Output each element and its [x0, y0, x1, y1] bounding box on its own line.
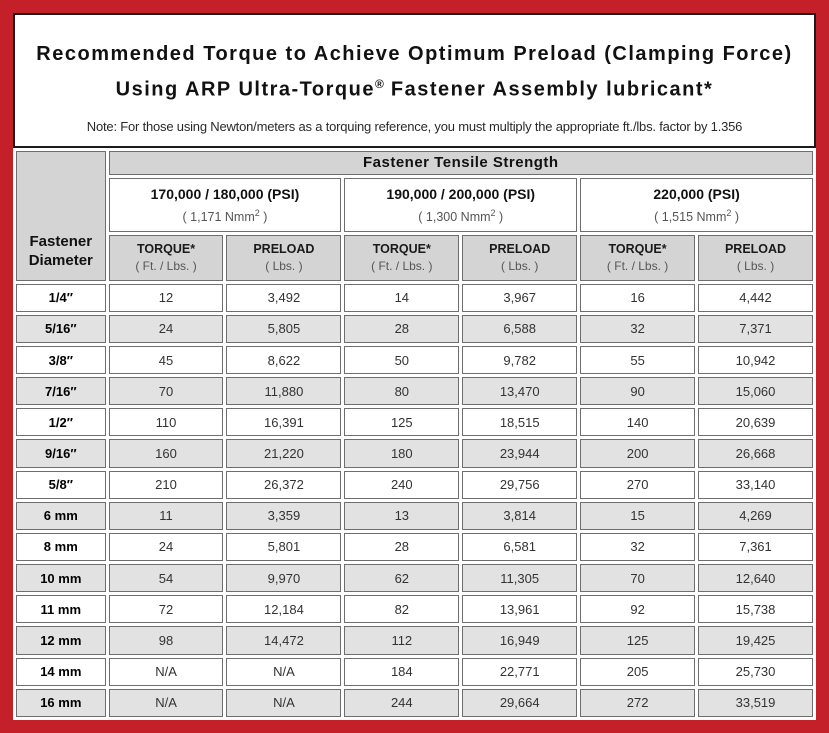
preload-column-header-5	[698, 235, 813, 281]
diameter-cell: 6 mm	[16, 502, 106, 530]
torque-value-cell: 32	[580, 315, 695, 343]
column-label: PRELOAD	[489, 242, 551, 257]
torque-value-cell: 62	[344, 564, 459, 592]
preload-value-cell: 6,588	[462, 315, 577, 343]
preload-value-cell: 4,442	[698, 284, 813, 312]
preload-value-cell: 10,942	[698, 346, 813, 374]
torque-value-cell: 54	[109, 564, 224, 592]
preload-value-cell: N/A	[226, 658, 341, 686]
table-row	[16, 471, 813, 499]
torque-value-cell: 24	[109, 315, 224, 343]
torque-value-cell: 184	[344, 658, 459, 686]
column-label: TORQUE*	[608, 242, 667, 257]
preload-value-cell: 5,805	[226, 315, 341, 343]
table-row	[16, 346, 813, 374]
torque-value-cell: 82	[344, 595, 459, 623]
preload-value-cell: 16,391	[226, 408, 341, 436]
torque-column-header-2	[344, 235, 459, 281]
diameter-cell: 5/16″	[16, 315, 106, 343]
psi-group-170-180	[109, 178, 342, 232]
preload-value-cell: 6,581	[462, 533, 577, 561]
title-block	[13, 13, 816, 148]
psi-group-3-label: 220,000 (PSI)	[653, 185, 740, 202]
preload-column-header-1	[226, 235, 341, 281]
preload-value-cell: N/A	[226, 689, 341, 717]
torque-value-cell: 45	[109, 346, 224, 374]
torque-value-cell: 72	[109, 595, 224, 623]
diameter-cell: 3/8″	[16, 346, 106, 374]
torque-value-cell: 14	[344, 284, 459, 312]
psi-group-1-label: 170,000 / 180,000 (PSI)	[150, 185, 300, 202]
preload-value-cell: 7,371	[698, 315, 813, 343]
preload-value-cell: 3,967	[462, 284, 577, 312]
torque-value-cell: 50	[344, 346, 459, 374]
torque-value-cell: 90	[580, 377, 695, 405]
torque-value-cell: 15	[580, 502, 695, 530]
column-unit: ( Ft. / Lbs. )	[135, 259, 197, 274]
diameter-cell: 12 mm	[16, 626, 106, 654]
diameter-cell: 16 mm	[16, 689, 106, 717]
preload-value-cell: 7,361	[698, 533, 813, 561]
torque-value-cell: 110	[109, 408, 224, 436]
torque-column-header-0	[109, 235, 224, 281]
torque-value-cell: N/A	[109, 658, 224, 686]
torque-value-cell: 70	[109, 377, 224, 405]
preload-value-cell: 14,472	[226, 626, 341, 654]
preload-value-cell: 25,730	[698, 658, 813, 686]
preload-value-cell: 16,949	[462, 626, 577, 654]
header-row-tensile	[16, 151, 813, 175]
preload-value-cell: 33,519	[698, 689, 813, 717]
diameter-cell: 9/16″	[16, 439, 106, 467]
torque-value-cell: 32	[580, 533, 695, 561]
torque-table-area	[13, 148, 816, 720]
table-row	[16, 408, 813, 436]
preload-value-cell: 22,771	[462, 658, 577, 686]
preload-value-cell: 12,640	[698, 564, 813, 592]
newton-meter-note: Note: For those using Newton/meters as a torquing reference, you must multiply the appropriate ft./lbs. factor by 1.356	[86, 118, 743, 134]
column-unit: ( Lbs. )	[501, 259, 539, 274]
torque-value-cell: 11	[109, 502, 224, 530]
torque-value-cell: 24	[109, 533, 224, 561]
preload-value-cell: 11,305	[462, 564, 577, 592]
preload-value-cell: 19,425	[698, 626, 813, 654]
torque-value-cell: 112	[344, 626, 459, 654]
psi-group-1-nmm: ( 1,171 Nmm$^2$ )	[182, 207, 268, 224]
psi-group-2-label: 190,000 / 200,000 (PSI)	[386, 185, 536, 202]
preload-value-cell: 13,961	[462, 595, 577, 623]
preload-value-cell: 15,738	[698, 595, 813, 623]
torque-value-cell: 13	[344, 502, 459, 530]
torque-table-body	[16, 284, 813, 717]
table-row	[16, 502, 813, 530]
table-row	[16, 533, 813, 561]
diameter-cell: 14 mm	[16, 658, 106, 686]
torque-value-cell: 210	[109, 471, 224, 499]
torque-value-cell: 244	[344, 689, 459, 717]
psi-group-3-nmm: ( 1,515 Nmm$^2$ )	[654, 207, 740, 224]
torque-value-cell: 160	[109, 439, 224, 467]
preload-column-header-3	[462, 235, 577, 281]
table-row	[16, 284, 813, 312]
column-label: PRELOAD	[724, 242, 787, 257]
psi-group-2-nmm: ( 1,300 Nmm$^2$ )	[418, 207, 504, 224]
table-row	[16, 315, 813, 343]
torque-value-cell: 272	[580, 689, 695, 717]
torque-value-cell: 180	[344, 439, 459, 467]
diameter-cell: 8 mm	[16, 533, 106, 561]
torque-value-cell: 200	[580, 439, 695, 467]
page-title-line2	[25, 69, 804, 105]
diameter-cell: 7/16″	[16, 377, 106, 405]
preload-value-cell: 9,970	[226, 564, 341, 592]
preload-value-cell: 26,668	[698, 439, 813, 467]
preload-value-cell: 29,756	[462, 471, 577, 499]
torque-column-header-4	[580, 235, 695, 281]
psi-group-220	[580, 178, 813, 232]
preload-value-cell: 18,515	[462, 408, 577, 436]
torque-value-cell: 240	[344, 471, 459, 499]
table-row	[16, 377, 813, 405]
torque-value-cell: 12	[109, 284, 224, 312]
diameter-cell: 5/8″	[16, 471, 106, 499]
preload-value-cell: 3,814	[462, 502, 577, 530]
table-row	[16, 658, 813, 686]
torque-value-cell: N/A	[109, 689, 224, 717]
torque-value-cell: 55	[580, 346, 695, 374]
column-unit: ( Lbs. )	[265, 259, 303, 274]
preload-value-cell: 33,140	[698, 471, 813, 499]
preload-value-cell: 21,220	[226, 439, 341, 467]
torque-value-cell: 28	[344, 533, 459, 561]
column-label: PRELOAD	[253, 242, 315, 257]
torque-value-cell: 70	[580, 564, 695, 592]
psi-group-190-200	[344, 178, 577, 232]
column-label: TORQUE*	[372, 242, 431, 257]
header-row-torque-preload	[16, 235, 813, 281]
torque-value-cell: 92	[580, 595, 695, 623]
title-line2-tail: Fastener Assembly lubricant*	[383, 78, 714, 101]
preload-value-cell: 11,880	[226, 377, 341, 405]
preload-value-cell: 4,269	[698, 502, 813, 530]
preload-value-cell: 12,184	[226, 595, 341, 623]
table-row	[16, 626, 813, 654]
diameter-cell: 11 mm	[16, 595, 106, 623]
fastener-diameter-header	[16, 151, 106, 281]
torque-value-cell: 205	[580, 658, 695, 686]
torque-value-cell: 125	[344, 408, 459, 436]
diameter-cell: 1/2″	[16, 408, 106, 436]
preload-value-cell: 3,492	[226, 284, 341, 312]
diameter-cell: 10 mm	[16, 564, 106, 592]
preload-value-cell: 9,782	[462, 346, 577, 374]
diameter-cell: 1/4″	[16, 284, 106, 312]
header-row-psi-groups	[16, 178, 813, 232]
title-line2-text: Using ARP Ultra-Torque	[115, 78, 375, 101]
torque-value-cell: 80	[344, 377, 459, 405]
fastener-diameter-header-line2: Diameter	[28, 251, 93, 269]
preload-value-cell: 3,359	[226, 502, 341, 530]
registered-trademark-symbol: ®	[374, 77, 384, 91]
torque-value-cell: 270	[580, 471, 695, 499]
torque-spec-table	[13, 148, 816, 720]
preload-value-cell: 26,372	[226, 471, 341, 499]
preload-value-cell: 8,622	[226, 346, 341, 374]
preload-value-cell: 13,470	[462, 377, 577, 405]
table-row	[16, 689, 813, 717]
fastener-diameter-header-line1: Fastener	[29, 232, 93, 250]
table-row	[16, 439, 813, 467]
torque-value-cell: 28	[344, 315, 459, 343]
torque-value-cell: 98	[109, 626, 224, 654]
column-unit: ( Ft. / Lbs. )	[606, 259, 669, 274]
preload-value-cell: 15,060	[698, 377, 813, 405]
preload-value-cell: 20,639	[698, 408, 813, 436]
torque-value-cell: 125	[580, 626, 695, 654]
page-title-line1: Recommended Torque to Achieve Optimum Preload (Clamping Force)	[36, 43, 793, 65]
torque-value-cell: 140	[580, 408, 695, 436]
preload-value-cell: 29,664	[462, 689, 577, 717]
column-label: TORQUE*	[136, 242, 196, 257]
column-unit: ( Ft. / Lbs. )	[371, 259, 433, 274]
table-row	[16, 564, 813, 592]
fastener-tensile-strength-header: Fastener Tensile Strength	[109, 151, 813, 175]
table-row	[16, 595, 813, 623]
column-unit: ( Lbs. )	[736, 259, 775, 274]
preload-value-cell: 23,944	[462, 439, 577, 467]
preload-value-cell: 5,801	[226, 533, 341, 561]
torque-value-cell: 16	[580, 284, 695, 312]
